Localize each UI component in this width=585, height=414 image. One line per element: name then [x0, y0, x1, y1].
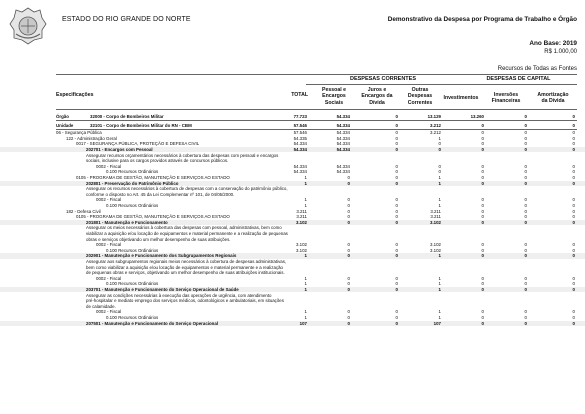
row-value: 0: [481, 275, 484, 281]
row-value: 0: [524, 163, 527, 169]
table-row: [0, 304, 585, 309]
row-value: 1: [438, 275, 441, 281]
row-value: 0: [395, 219, 398, 225]
row-value: 107: [433, 320, 441, 326]
row-value: 0: [524, 315, 527, 320]
row-value: 0: [481, 169, 484, 175]
row-value: 0: [572, 197, 575, 203]
col-debt-amortization: Amortização da Dívida: [537, 92, 569, 105]
row-value: 0: [395, 130, 398, 136]
row-value: 0: [395, 163, 398, 169]
row-description: 0.100 Recursos Ordinários: [106, 203, 159, 208]
row-value: 0: [572, 114, 575, 119]
row-value: 54.335: [293, 135, 307, 141]
row-value: 0: [572, 242, 575, 248]
row-value: 1: [304, 287, 307, 292]
row-value: 0: [395, 147, 398, 152]
row-value: 1: [304, 315, 307, 320]
col-other-current: Outras Despesas Correntes: [407, 87, 433, 106]
row-value: 3.102: [430, 219, 441, 225]
row-value: 0: [481, 219, 484, 225]
row-value: 0: [481, 163, 484, 169]
row-value: 0: [347, 208, 350, 214]
row-description: 0.100 Recursos Ordinários: [106, 281, 159, 287]
row-value: 3.102: [430, 242, 441, 248]
row-value: 1: [438, 315, 441, 320]
table-row: [0, 298, 585, 303]
row-value: 1: [438, 281, 441, 287]
header-bottom-rule: [56, 109, 577, 110]
table-row: [0, 153, 585, 158]
row-value: 0: [481, 287, 484, 292]
row-value: 3.212: [430, 130, 441, 136]
row-value: 0: [395, 275, 398, 281]
row-value: 1: [304, 175, 307, 180]
col-personnel: Pessoal e Encargos Sociais: [322, 87, 346, 106]
row-description: 0.100 Recursos Ordinários: [106, 247, 159, 253]
table-row: [0, 231, 585, 236]
row-value: 0: [524, 141, 527, 147]
table-row: [0, 175, 585, 180]
row-description: Assegurar aos subgrupamentos regionais meios necessários à cobertura de despesas administrativas,: [86, 259, 287, 264]
row-value: 54.334: [336, 141, 350, 147]
row-value: 1: [438, 287, 441, 292]
row-value: 3.102: [296, 242, 307, 248]
table-row: [0, 130, 585, 135]
row-value: 0: [481, 247, 484, 253]
row-value: 54.334: [336, 147, 350, 152]
col-spec: Especificações: [56, 92, 94, 98]
table-row: [0, 209, 585, 214]
row-value: 0: [481, 309, 484, 315]
row-description: Assegurar as condições necessárias à execução das operações de urgência, com atendimento: [86, 292, 272, 298]
row-description: sociais, inclusive para os cargos providos através de concursos públicos.: [86, 158, 229, 164]
table-row: [0, 281, 585, 286]
row-value: 0: [395, 114, 398, 119]
row-value: 0: [347, 281, 350, 287]
table-row: [0, 123, 585, 128]
row-value: 0: [395, 214, 398, 220]
table-row: [0, 220, 585, 225]
row-value: 0: [395, 203, 398, 208]
row-value: 0: [347, 214, 350, 220]
row-description: de calamidade.: [86, 303, 116, 309]
row-value: 0: [572, 287, 575, 292]
row-value: 0: [395, 242, 398, 248]
row-value: 0: [572, 175, 575, 180]
row-description: 0002 - Fiscal: [96, 197, 122, 203]
table-row: [0, 181, 585, 186]
table-row: [0, 225, 585, 230]
row-value: 0: [395, 208, 398, 214]
row-value: 0: [481, 175, 484, 180]
row-value: 0: [395, 169, 398, 175]
col-investments: Investimentos: [443, 95, 479, 101]
report-title: Demonstrativo da Despesa por Programa de Trabalho e Órgão: [387, 16, 577, 23]
table-row: [0, 276, 585, 281]
table-row: [0, 203, 585, 208]
table-row: [0, 237, 585, 242]
row-value: 1: [304, 197, 307, 203]
row-value: 0: [524, 320, 527, 326]
row-value: 0: [347, 315, 350, 320]
row-value: 0: [481, 141, 484, 147]
row-value: 0: [438, 147, 441, 152]
row-value: 0: [524, 147, 527, 152]
row-value: 0: [572, 315, 575, 320]
row-value: 0: [481, 147, 484, 152]
row-value: 57.546: [293, 122, 307, 128]
row-value: 0: [524, 219, 527, 225]
row-value: 0: [572, 169, 575, 175]
row-description: 202801 - Preservação do Patrimônio Público: [86, 180, 179, 186]
row-description: 0105 - PROGRAMA DE GESTÃO, MANUTENÇÃO E SERVIÇOS AO ESTADO: [76, 214, 230, 220]
row-value: 0: [572, 208, 575, 214]
row-value: 1: [438, 135, 441, 141]
group-current-expenses: DESPESAS CORRENTES: [349, 76, 416, 82]
row-value: 0: [395, 122, 398, 128]
row-value: 0: [572, 281, 575, 287]
row-value: 0: [524, 281, 527, 287]
row-value: 0: [524, 130, 527, 136]
table-row: [0, 315, 585, 320]
row-description: 182 - Defesa Civil: [66, 208, 101, 214]
row-description: obras e serviços objetivando um melhor desempenho de suas atribuições.: [86, 236, 231, 242]
row-description: 202901 - Manutenção e Funcionamento dos Subgrupamentos Regionais: [86, 253, 237, 259]
row-description: Assegurar os meios necessários à cobertura das despesas com pessoal, administrativas, bem como: [86, 225, 282, 231]
group-capital-expenses: DESPESAS DE CAPITAL: [486, 76, 551, 82]
row-value: 0: [347, 197, 350, 203]
row-description: 0002 - Fiscal: [96, 242, 122, 248]
row-value: 54.334: [336, 122, 350, 128]
row-value: 0: [572, 180, 575, 186]
row-value: 0: [572, 247, 575, 253]
row-value: 0: [524, 253, 527, 259]
row-value: 1: [438, 309, 441, 315]
table-row: [0, 114, 585, 119]
row-value: 0: [572, 219, 575, 225]
row-value: 0: [395, 253, 398, 259]
row-value: 0: [395, 315, 398, 320]
row-value: 54.334: [293, 169, 307, 175]
row-description: bem como viabilizar a aquisição e/ou locação de equipamentos e material permanente e a realização: [86, 264, 283, 270]
row-description: 06 - Segurança Pública: [56, 130, 102, 136]
row-value: 0: [524, 175, 527, 180]
row-value: 0: [347, 247, 350, 253]
row-value: 3.211: [430, 214, 441, 220]
row-value: 0: [572, 147, 575, 152]
row-value: 0: [572, 203, 575, 208]
row-value: 0: [572, 130, 575, 136]
row-value: 0: [395, 247, 398, 253]
row-value: 0: [524, 208, 527, 214]
row-value: 0: [524, 114, 527, 119]
table-row: [0, 259, 585, 264]
row-value: 1: [304, 203, 307, 208]
row-description: 0105 - PROGRAMA DE GESTÃO, MANUTENÇÃO E SERVIÇOS AO ESTADO: [76, 175, 230, 180]
row-value: 0: [395, 175, 398, 180]
row-value: 0: [524, 309, 527, 315]
base-year: Ano Base: 2019: [529, 40, 577, 47]
row-value: 0: [395, 180, 398, 186]
row-value: 1: [438, 180, 441, 186]
row-value: 13.129: [427, 114, 441, 119]
row-value: 54.334: [336, 163, 350, 169]
row-value: 0: [524, 203, 527, 208]
row-value: 0: [572, 253, 575, 259]
row-description: 0.100 Recursos Ordinários: [106, 169, 159, 175]
row-value: 0: [395, 320, 398, 326]
row-value: 0: [572, 122, 575, 128]
row-value: 0: [481, 122, 484, 128]
row-value: 0: [481, 180, 484, 186]
row-description: de pequenas obras e serviços, objetivando um melhor desempenho de suas atribuições institucionais.: [86, 270, 285, 276]
row-value: 54.334: [336, 135, 350, 141]
row-value: 0: [524, 275, 527, 281]
table-row: [0, 293, 585, 298]
funding-source: Recursos de Todas as Fontes: [497, 66, 577, 72]
table-row: [0, 287, 585, 292]
table-row: [0, 136, 585, 141]
row-value: 0: [395, 281, 398, 287]
row-value: 0: [481, 214, 484, 220]
table-row: [0, 309, 585, 314]
row-value: 0: [524, 197, 527, 203]
table-row: [0, 265, 585, 270]
group-rule: [306, 84, 577, 85]
row-value: 0: [481, 253, 484, 259]
row-value: 1: [438, 203, 441, 208]
row-value: 0: [347, 180, 350, 186]
row-value: 3.102: [296, 247, 307, 253]
row-description: 202701 - Encargos com Pessoal: [86, 147, 153, 152]
table-row: [0, 192, 585, 197]
table-row: [0, 186, 585, 191]
row-value: 0: [481, 281, 484, 287]
row-description: 201801 - Manutenção e Funcionamento: [86, 219, 168, 225]
row-description: Assegurar recursos orçamentários necessários à cobertura das despesas com pessoal e encargos: [86, 152, 279, 158]
row-value: 0: [395, 141, 398, 147]
row-value: 0: [572, 135, 575, 141]
row-value: 54.334: [293, 141, 307, 147]
table-row: [0, 158, 585, 163]
row-description: 0002 - Fiscal: [96, 275, 122, 281]
row-value: 0: [347, 175, 350, 180]
row-description: 0017 - SEGURANÇA PÚBLICA, PROTEÇÃO E DEFESA CIVIL: [76, 141, 200, 147]
row-value: 0: [481, 208, 484, 214]
row-value: 1: [304, 309, 307, 315]
row-value: 0: [481, 320, 484, 326]
row-value: 0: [524, 122, 527, 128]
row-value: 0: [347, 309, 350, 315]
row-value: 0: [395, 309, 398, 315]
row-value: 13.260: [470, 114, 484, 119]
table-row: [0, 164, 585, 169]
state-name: ESTADO DO RIO GRANDE DO NORTE: [62, 16, 191, 23]
row-description: 0.100 Recursos Ordinários: [106, 315, 159, 320]
row-value: 0: [524, 287, 527, 292]
row-description: 203701 - Manutenção e Funcionamento do Serviço Operacional de Saúde: [86, 287, 239, 292]
row-value: 54.334: [293, 163, 307, 169]
table-row: [0, 248, 585, 253]
row-value: 3.102: [296, 219, 307, 225]
row-value: 0: [481, 242, 484, 248]
row-description: conforme o disposto no Art. 45 da Lei Complementar nº 101, de 04/05/2000.: [86, 191, 235, 197]
row-value: 0: [347, 219, 350, 225]
row-value: 0: [572, 309, 575, 315]
row-value: 1: [304, 253, 307, 259]
table-row: [0, 214, 585, 219]
row-value: 0: [347, 253, 350, 259]
row-value: 0: [481, 197, 484, 203]
row-description: pré-hospitalar e mediato emprego dos serviços médicos, odontológicos e ambulatoriais, em situações: [86, 298, 284, 304]
table-row: [0, 141, 585, 146]
row-value: 0: [572, 141, 575, 147]
row-value: 0: [524, 214, 527, 220]
table-row: [0, 169, 585, 174]
row-value: 0: [438, 141, 441, 147]
col-total: TOTAL: [291, 92, 308, 98]
row-description: Assegurar os recursos necessários à cobertura de despesas com a conservação do patrimônio público,: [86, 186, 288, 192]
row-value: 0: [524, 135, 527, 141]
row-value: 0: [572, 275, 575, 281]
row-divider: [56, 120, 577, 121]
table-row: [0, 270, 585, 275]
row-description: 207501 - Manutenção e Funcionamento do Serviço Operacional: [86, 320, 218, 326]
table-row: [0, 242, 585, 247]
row-value: 0: [481, 135, 484, 141]
table-row: [0, 321, 585, 326]
row-value: 3.211: [296, 208, 307, 214]
row-value: 1: [304, 180, 307, 186]
row-value: 1: [438, 175, 441, 180]
row-value: 3.211: [296, 214, 307, 220]
row-value: 0: [524, 242, 527, 248]
row-value: 57.546: [293, 130, 307, 136]
row-value: 0: [524, 169, 527, 175]
row-value: 0: [481, 130, 484, 136]
row-value: 54.334: [336, 169, 350, 175]
row-value: 0: [347, 275, 350, 281]
row-value: 0: [572, 214, 575, 220]
row-value: 107: [299, 320, 307, 326]
row-value: 0: [395, 135, 398, 141]
row-description: 32000 - Corpo de Bombeiros Militar: [90, 114, 164, 119]
row-value: 1: [438, 197, 441, 203]
row-description: 122 - Administração Geral: [66, 135, 117, 141]
row-value: 0: [572, 320, 575, 326]
row-value: 3.211: [430, 208, 441, 214]
state-coat-of-arms-icon: [8, 6, 48, 46]
row-value: 0: [438, 169, 441, 175]
row-value: 0: [347, 203, 350, 208]
row-value: 0: [438, 163, 441, 169]
row-value: 1: [304, 281, 307, 287]
row-value: 54.334: [336, 114, 350, 119]
row-value: 3.212: [430, 122, 441, 128]
row-value: 0: [347, 242, 350, 248]
row-value: 77.723: [293, 114, 307, 119]
row-value: 0: [572, 163, 575, 169]
row-value: 0: [395, 197, 398, 203]
row-description: 0002 - Fiscal: [96, 309, 122, 315]
row-type-label: Órgão: [56, 114, 69, 119]
row-value: 1: [304, 275, 307, 281]
table-row: [0, 197, 585, 202]
row-value: 3.102: [430, 247, 441, 253]
row-value: 0: [347, 320, 350, 326]
row-value: 0: [347, 287, 350, 292]
row-description: viabilizar a aquisição e/ou locação de equipamentos e material permanente e a realização de pequenas: [86, 231, 288, 236]
row-value: 1: [438, 253, 441, 259]
row-value: 0: [395, 287, 398, 292]
row-value: 0: [524, 180, 527, 186]
row-value: 0: [481, 203, 484, 208]
row-description: 32101 - Corpo de Bombeiros Militar do RN - CBM: [90, 122, 192, 128]
row-value: 0: [524, 247, 527, 253]
table-row: [0, 253, 585, 258]
table-row: [0, 147, 585, 152]
row-value: 54.334: [336, 130, 350, 136]
col-financial-inversions: Inversões Financeiras: [491, 92, 521, 105]
row-value: 0: [481, 315, 484, 320]
row-type-label: Unidade: [56, 122, 74, 128]
row-value: 54.334: [293, 147, 307, 152]
col-debt-interest: Juros e Encargos da Dívida: [361, 87, 393, 106]
header-top-rule: [56, 74, 577, 75]
currency-unit: R$ 1.000,00: [544, 49, 577, 55]
row-description: 0002 - Fiscal: [96, 163, 122, 169]
